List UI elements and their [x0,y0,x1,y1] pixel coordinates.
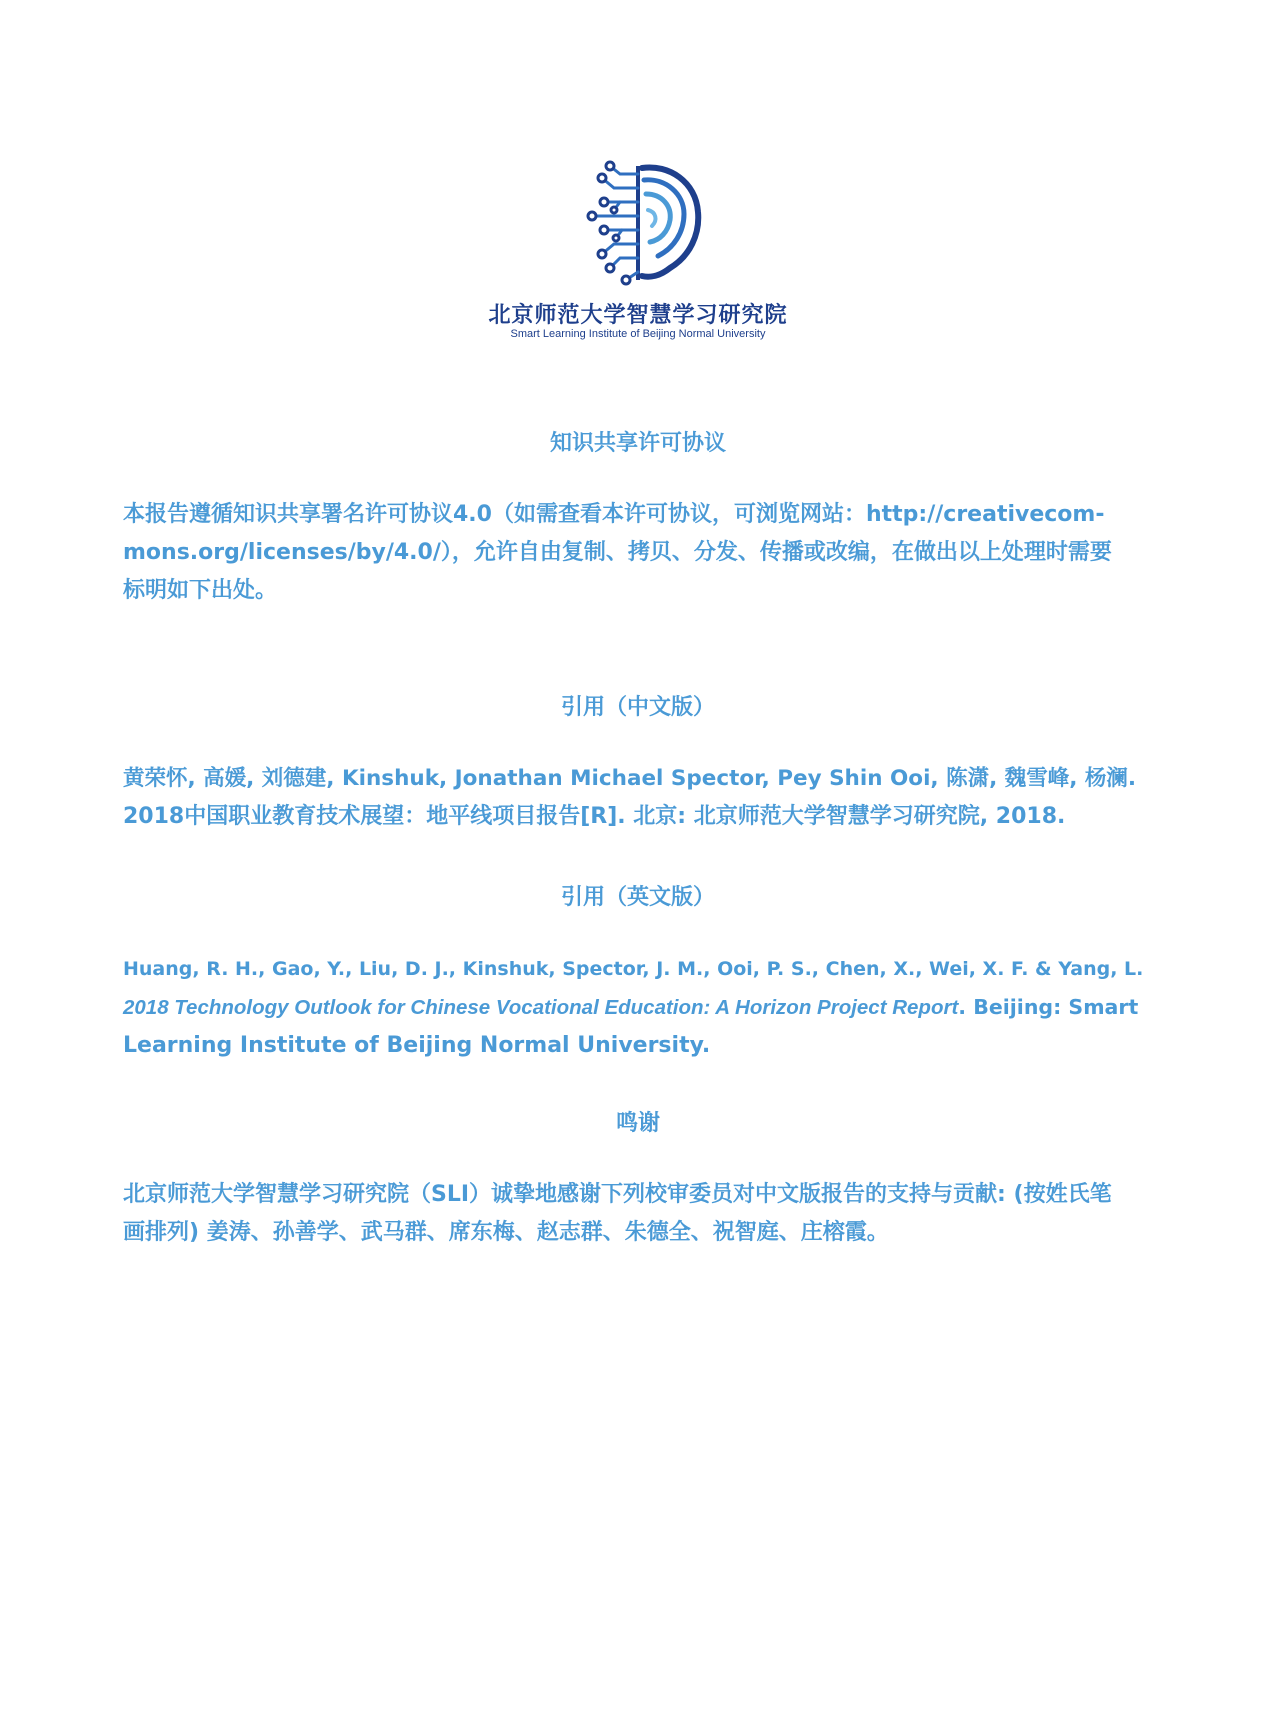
institute-name-cn: 北京师范大学智慧学习研究院 [488,303,788,328]
citation-en-paragraph [123,950,1158,1065]
citation-en-line: Learning Institute of Beijing Normal University. [123,1033,711,1058]
citation-en-line [123,988,1158,1027]
license-line: 本报告遵循知识共享署名许可协议4.0（如需查看本许可协议，可浏览网站：http://creativecom- [123,502,1105,527]
acknowledgement-line: 北京师范大学智慧学习研究院（SLI）诚挚地感谢下列校审委员对中文版报告的支持与贡献: (按姓氏笔 [123,1182,1112,1207]
acknowledgement-line: 画排列) 姜涛、孙善学、武马群、席东梅、赵志群、朱德全、祝智庭、庄榕霞。 [123,1220,889,1245]
citation-en-line: Huang, R. H., Gao, Y., Liu, D. J., Kinshuk, Spector, J. M., Ooi, P. S., Chen, X., Wei, X. F. & Yang, L. [123,958,1144,980]
acknowledgement-paragraph [123,1176,1158,1252]
license-line: mons.org/licenses/by/4.0/），允许自由复制、拷贝、分发、传播或改编，在做出以上处理时需要 [123,540,1112,565]
citation-cn-paragraph [123,760,1158,836]
citation-en-publisher: . Beijing: Smart [958,995,1139,1019]
license-paragraph [123,496,1158,610]
brain-circuit-logo-icon [574,160,704,290]
citation-en-report-title: 2018 Technology Outlook for Chinese Vocational Education: A Horizon Project Report [123,996,959,1019]
citation-cn-title: 引用（中文版） [560,695,715,720]
acknowledgement-title: 鸣谢 [615,1111,660,1136]
license-line: 标明如下出处。 [123,578,278,603]
license-title: 知识共享许可协议 [549,431,726,456]
citation-cn-line: 2018中国职业教育技术展望：地平线项目报告[R]. 北京: 北京师范大学智慧学习研究院, 2018. [123,804,1066,829]
citation-en-title: 引用（英文版） [560,885,715,910]
institute-name-en: Smart Learning Institute of Beijing Normal University [510,328,766,340]
citation-cn-line: 黄荣怀, 高媛, 刘德建, Kinshuk, Jonathan Michael Spector, Pey Shin Ooi, 陈潇, 魏雪峰, 杨澜. [123,766,1137,791]
